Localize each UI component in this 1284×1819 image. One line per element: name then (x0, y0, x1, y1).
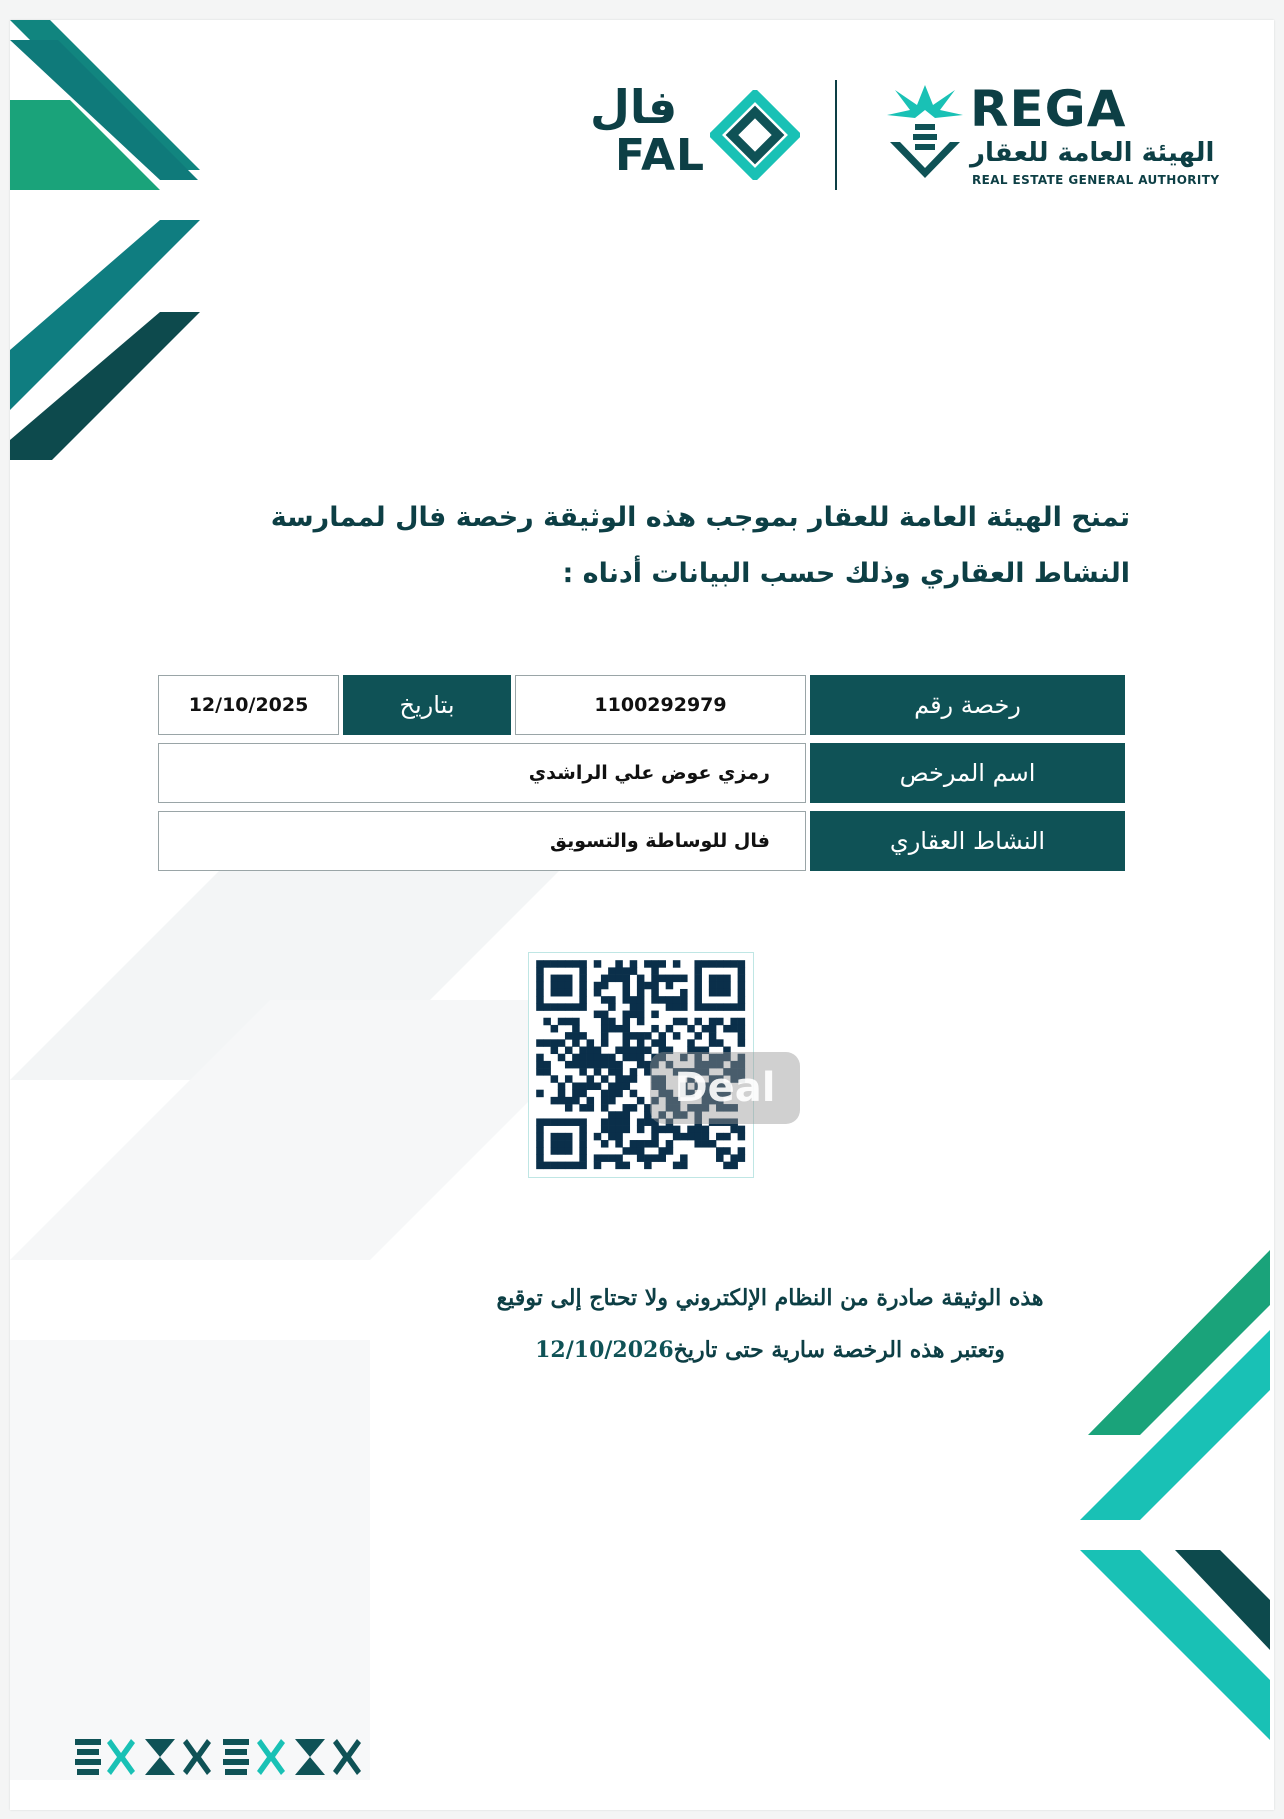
validity-prefix: وتعتبر هذه الرخصة سارية حتى تاريخ (673, 1337, 1005, 1363)
header-logos (580, 80, 1240, 210)
intro-text (150, 490, 1130, 602)
logo-divider (835, 80, 837, 190)
watermark-badge: Deal (650, 1052, 800, 1124)
activity-value: فال للوساطة والتسويق (158, 811, 806, 871)
fal-logo-arabic: فال (590, 80, 678, 134)
rega-logo-arabic: الهيئة العامة للعقار (970, 138, 1215, 168)
footer-line-1: هذه الوثيقة صادرة من النظام الإلكتروني ولا تحتاج إلى توقيع (496, 1285, 1044, 1311)
bottom-ornament-icons (75, 1735, 435, 1780)
licensee-name-value: رمزي عوض علي الراشدي (158, 743, 806, 803)
footer-note (430, 1272, 1110, 1376)
rega-logo-english: REGA (970, 80, 1127, 138)
rega-palm-icon (885, 80, 965, 180)
intro-line-2: النشاط العقاري وذلك حسب البيانات أدناه : (562, 558, 1130, 589)
license-document (10, 20, 1274, 1810)
rega-logo-subtitle: REAL ESTATE GENERAL AUTHORITY (972, 173, 1220, 187)
license-number-value: 1100292979 (515, 675, 806, 735)
fal-logo-english: FAL (615, 130, 706, 181)
date-label: بتاريخ (343, 675, 511, 735)
fal-diamond-icon (710, 90, 800, 180)
validity-date: 12/10/2026 (535, 1337, 674, 1363)
intro-line-1: تمنح الهيئة العامة للعقار بموجب هذه الوثيقة رخصة فال لممارسة (270, 502, 1130, 533)
footer-line-2 (430, 1324, 1110, 1376)
date-value: 12/10/2025 (158, 675, 339, 735)
license-number-label: رخصة رقم (810, 675, 1125, 735)
licensee-name-label: اسم المرخص (810, 743, 1125, 803)
activity-label: النشاط العقاري (810, 811, 1125, 871)
decorative-chevrons-top-left (10, 20, 210, 460)
